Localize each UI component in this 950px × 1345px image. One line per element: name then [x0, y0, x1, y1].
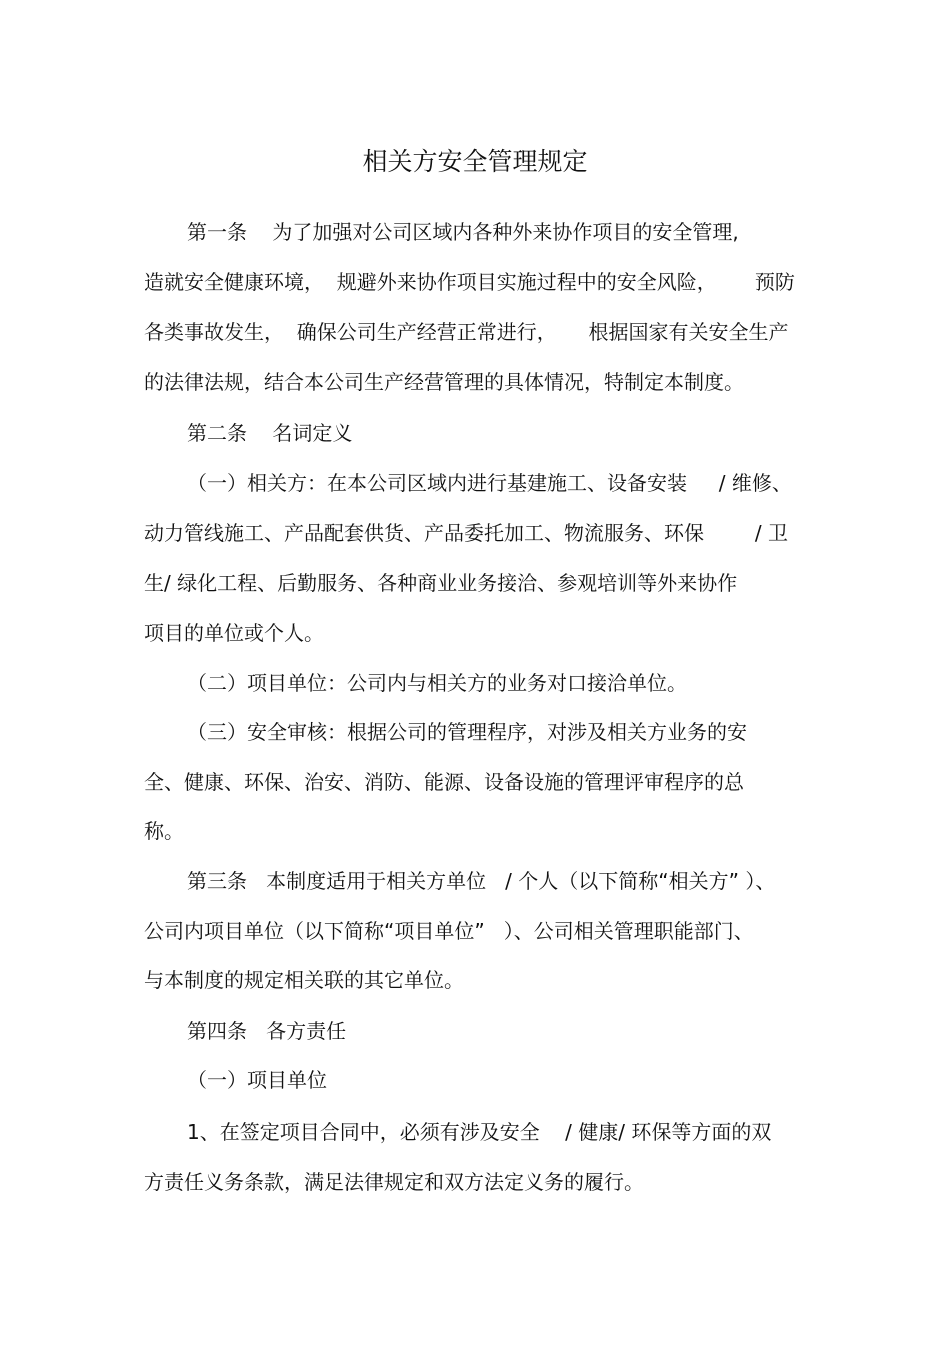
- paragraph-line: 与本制度的规定相关联的其它单位。: [144, 968, 464, 992]
- paragraph-line: 第四条 各方责任: [187, 1019, 347, 1043]
- paragraph-line: 生/ 绿化工程、后勤服务、各种商业业务接洽、参观培训等外来协作: [144, 571, 738, 595]
- paragraph-line: 称。: [144, 819, 184, 843]
- paragraph-line: 公司内项目单位（以下简称“项目单位” ）、公司相关管理职能部门、: [144, 919, 754, 943]
- paragraph-line: 全、健康、环保、治安、消防、能源、设备设施的管理评审程序的总: [144, 770, 744, 794]
- paragraph-line: （三）安全审核：根据公司的管理程序，对涉及相关方业务的安: [187, 720, 747, 744]
- paragraph-line: （一）项目单位: [187, 1068, 327, 1092]
- paragraph-line: （二）项目单位：公司内与相关方的业务对口接洽单位。: [187, 671, 687, 695]
- paragraph-line: （一）相关方：在本公司区域内进行基建施工、设备安装 / 维修、: [187, 471, 792, 495]
- paragraph-line: 第一条 为了加强对公司区域内各种外来协作项目的安全管理,: [187, 220, 739, 244]
- paragraph-line: 第二条 名词定义: [187, 421, 353, 445]
- paragraph-line: 第三条 本制度适用于相关方单位 / 个人（以下简称“相关方” ）、: [187, 869, 776, 893]
- paragraph-line: 的法律法规，结合本公司生产经营管理的具体情况，特制定本制度。: [144, 370, 744, 394]
- paragraph-line: 1、在签定项目合同中，必须有涉及安全 / 健康/ 环保等方面的双: [187, 1120, 772, 1144]
- paragraph-line: 动力管线施工、产品配套供货、产品委托加工、物流服务、环保 / 卫: [144, 521, 788, 545]
- paragraph-line: 造就安全健康环境， 规避外来协作项目实施过程中的安全风险， 预防: [144, 270, 795, 294]
- paragraph-line: 各类事故发生， 确保公司生产经营正常进行， 根据国家有关安全生产: [144, 320, 789, 344]
- paragraph-line: 项目的单位或个人。: [144, 621, 324, 645]
- paragraph-line: 方责任义务条款，满足法律规定和双方法定义务的履行。: [144, 1170, 644, 1194]
- document-title: 相关方安全管理规定: [362, 147, 588, 176]
